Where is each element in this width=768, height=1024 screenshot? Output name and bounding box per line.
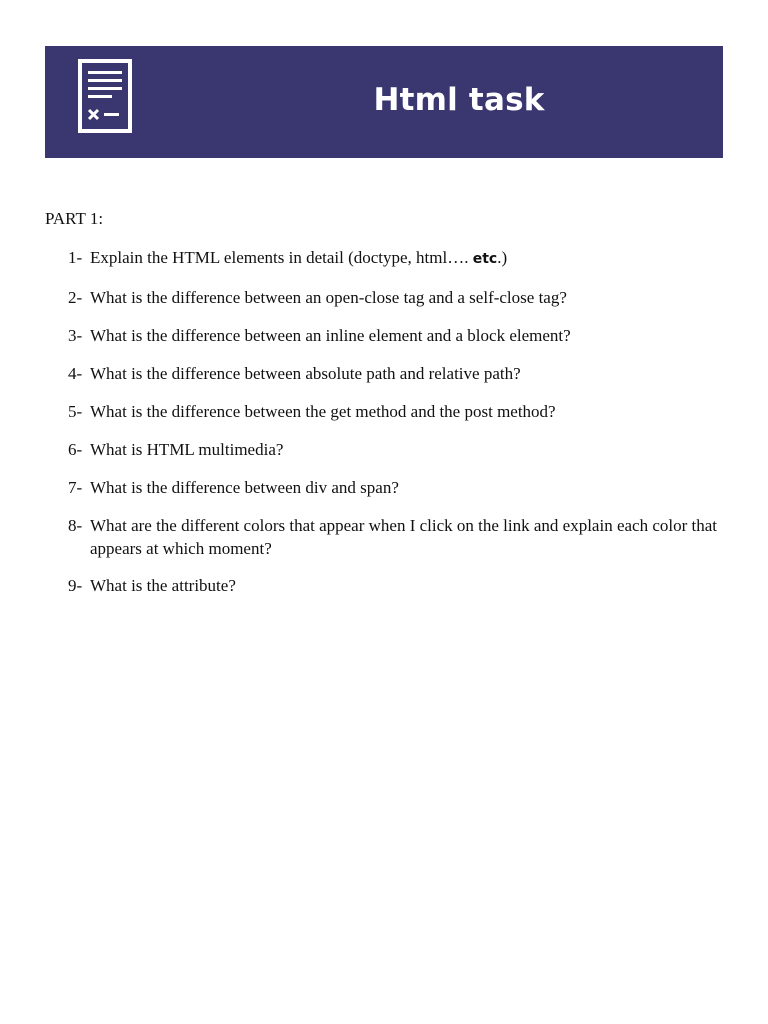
question-text: What is the difference between an open-close tag and a self-close tag?	[90, 288, 567, 307]
page-title: Html task	[373, 82, 545, 118]
question-item-3	[45, 324, 725, 347]
question-text: What is HTML multimedia?	[90, 440, 284, 459]
question-number: 4-	[68, 364, 83, 383]
question-emphasis: etc	[472, 251, 498, 267]
question-number: 3-	[68, 326, 83, 345]
question-text: What are the different colors that appear when I click on the link and explain each color that appears at which moment?	[90, 516, 718, 558]
question-item-5	[45, 400, 725, 423]
question-number: 6-	[68, 440, 83, 459]
question-text: What is the difference between div and span?	[90, 478, 399, 497]
question-item-7	[45, 476, 725, 499]
question-text: What is the difference between absolute path and relative path?	[90, 364, 521, 383]
question-number: 9-	[68, 576, 83, 595]
question-number: 7-	[68, 478, 83, 497]
question-number: 5-	[68, 402, 83, 421]
question-text: What is the difference between an inline element and a block element?	[90, 326, 571, 345]
question-item-6	[45, 438, 725, 461]
question-text: Explain the HTML elements in detail (doctype, html….	[90, 248, 473, 267]
header-banner	[45, 46, 723, 158]
question-item-4	[45, 362, 725, 385]
question-item-8	[45, 514, 725, 560]
question-number: 8-	[68, 516, 83, 535]
question-item-2	[45, 286, 725, 309]
question-number: 1-	[68, 248, 83, 267]
question-item-9	[45, 574, 725, 597]
question-list	[45, 246, 725, 612]
question-number: 2-	[68, 288, 83, 307]
document-icon	[78, 59, 132, 133]
part-label: PART 1:	[45, 209, 104, 228]
question-suffix: .)	[497, 248, 508, 267]
question-text: What is the attribute?	[90, 576, 236, 595]
question-item-1	[45, 246, 725, 271]
question-text: What is the difference between the get method and the post method?	[90, 402, 556, 421]
